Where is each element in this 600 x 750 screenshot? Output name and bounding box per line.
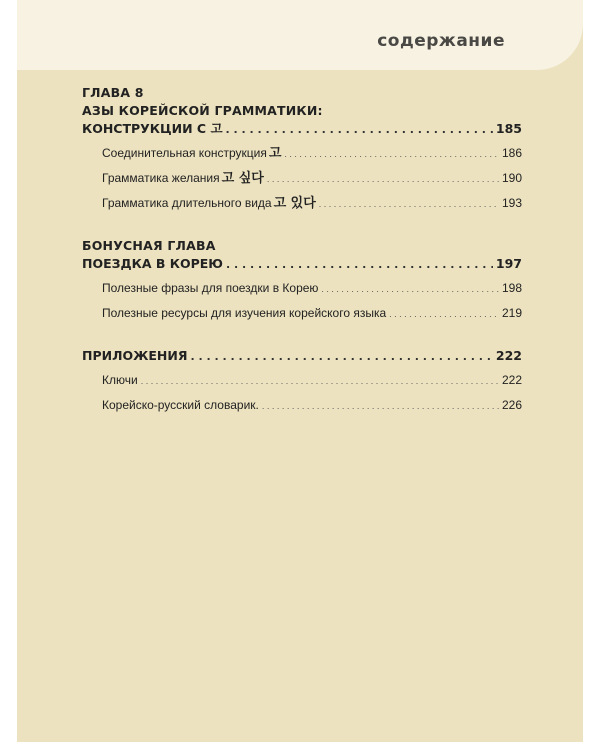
entry-label: Соединительная конструкция [102,146,267,160]
chapter-label: ГЛАВА 8 [82,85,144,100]
toc-sub-entry[interactable] [102,145,522,163]
page-number: 186 [501,146,522,160]
entry-label: Грамматика длительного вида [102,196,272,210]
toc-sub-entry[interactable] [102,397,522,415]
toc-section-appendix [82,347,522,415]
entry-label: Ключи [102,373,138,387]
korean-text: 고 [210,121,223,136]
toc-section-bonus [82,237,522,323]
page-number: 198 [501,281,522,295]
entry-label: Корейско-русский словарик. [102,398,259,412]
dot-leader [321,281,499,298]
entry-label: Полезные фразы для поездки в Корею [102,281,319,295]
page-number: 193 [501,196,522,210]
chapter-label: БОНУСНАЯ ГЛАВА [82,238,216,253]
entry-label: ПОЕЗДКА В КОРЕЮ [82,256,223,271]
toc-sub-entry[interactable] [102,305,522,323]
dot-leader [262,398,499,415]
entry-label: Полезные ресурсы для изучения корейского языка [102,306,387,320]
dot-leader [226,256,493,274]
korean-text: 고 싶다 [221,171,264,186]
toc-sub-entry[interactable] [102,195,522,213]
dot-leader [190,348,492,366]
page-number: 190 [501,171,522,185]
toc-sub-entry[interactable] [102,280,522,298]
entry-label: Грамматика желания [102,171,220,185]
dot-leader [267,171,499,188]
dot-leader [389,306,499,323]
dot-leader [141,373,499,390]
entry-label: ПРИЛОЖЕНИЯ [82,348,188,363]
page-number: 197 [495,256,522,271]
header-band [17,0,583,70]
chapter-title: АЗЫ КОРЕЙСКОЙ ГРАММАТИКИ: [82,103,323,118]
page-title: содержание [377,31,505,51]
table-of-contents [82,84,522,439]
toc-main-entry[interactable] [82,120,522,139]
toc-section-chapter-8 [82,84,522,213]
toc-main-entry[interactable] [82,347,522,366]
toc-sub-entry[interactable] [102,372,522,390]
page-number: 222 [501,373,522,387]
page-number: 222 [495,348,522,363]
page [17,0,583,742]
page-number: 185 [495,121,522,136]
dot-leader [319,196,499,213]
toc-main-entry[interactable] [82,255,522,274]
page-number: 219 [501,306,522,320]
dot-leader [284,146,499,163]
korean-text: 고 [268,146,282,161]
page-number: 226 [501,398,522,412]
toc-sub-entry[interactable] [102,170,522,188]
korean-text: 고 있다 [273,196,316,211]
dot-leader [226,121,493,139]
entry-label: КОНСТРУКЦИИ С 고 [82,121,223,136]
